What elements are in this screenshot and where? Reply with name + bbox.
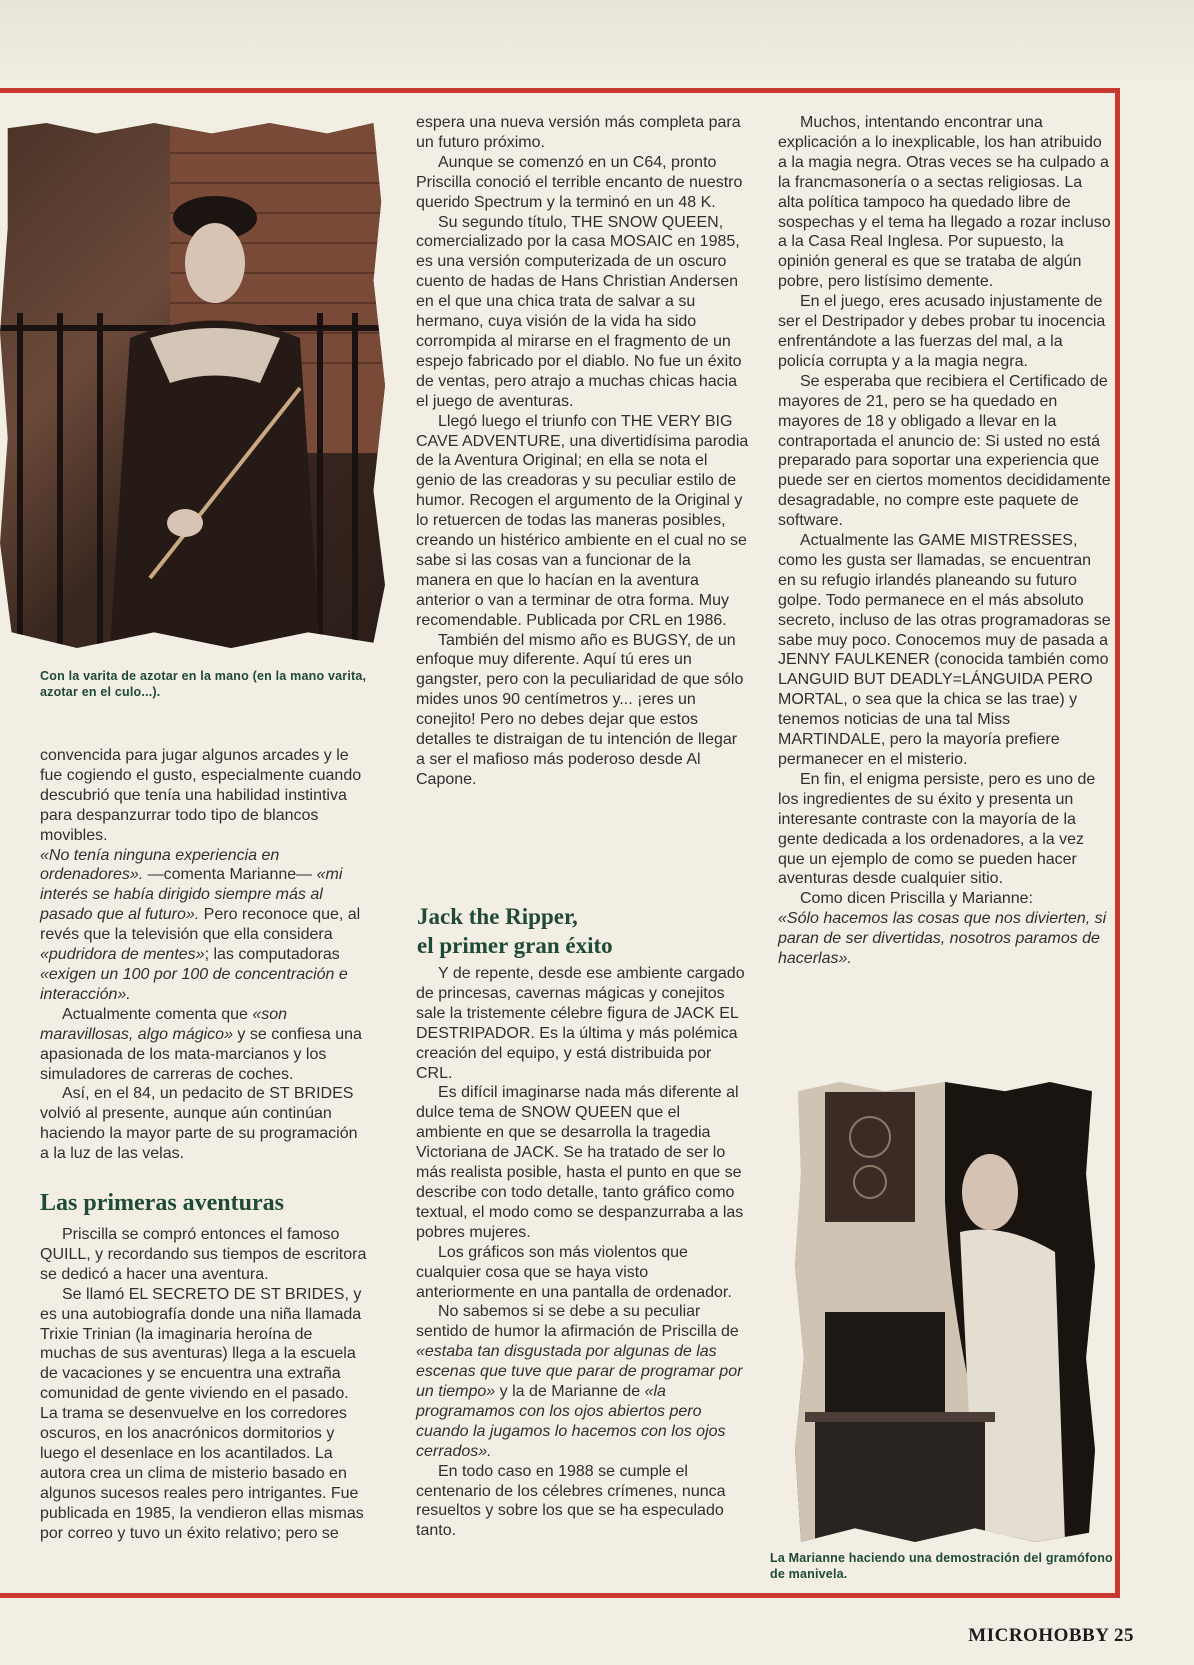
col1-paragraph: Priscilla se compró entonces el famoso QUILL, y recordando sus tiempos de escritora se dedicó a hacer una aventura. [40, 1226, 367, 1283]
col2-paragraph: Los gráficos son más violentos que cualquier cosa que se haya visto anteriormente en una pantalla de ordenador. [416, 1243, 732, 1301]
quote-text: «No tenía ninguna experiencia en ordenadores». [40, 846, 280, 884]
body-text: y se confiesa una apasionada de los mata-marcianos y los simuladores de carreras de coches. [40, 1025, 362, 1083]
col3-closing-quote [778, 909, 1111, 969]
body-text: —comenta Marianne— [143, 866, 317, 884]
photo2-caption: La Marianne haciendo una demostración del gramófono de manivela. [770, 1551, 1113, 1581]
col2-paragraph [416, 1302, 749, 1461]
col3-paragraph: Se esperaba que recibiera el Certificado de mayores de 21, pero se ha quedado en mayores de 18 y obligado a llevar en la contraportada el anuncio de: Si usted no está preparado para soportar una experiencia que puede ser en ciertos momentos decididamente desagradable, no compre este paquete de software. [778, 372, 1111, 530]
col1-paragraph-quote [40, 846, 370, 1005]
body-text: Actualmente comenta que [62, 1005, 253, 1023]
quote-text: «mi interés se había dirigido siempre más al pasado que al futuro». [40, 866, 343, 924]
column-3 [778, 113, 1111, 969]
col2-paragraph: En todo caso en 1988 se cumple el centenario de los célebres crímenes, nunca resueltos y sobre los que se ha especulado tanto. [416, 1462, 726, 1540]
col2-paragraph: Es difícil imaginarse nada más diferente al dulce tema de SNOW QUEEN que el ambiente en que se desarrolla la tragedia Victoriana de JACK. Se ha tratado de ser lo más realista posible, hasta el punto en que se describe con todo detalle, tanto gráfico como textual, el modo como se despanzurraba a las pobres mujeres. [416, 1084, 744, 1241]
subheading-line: Jack the Ripper, [417, 904, 578, 929]
col1-paragraph [40, 1005, 370, 1085]
col3-paragraph: En fin, el enigma persiste, pero es uno de los ingredientes de su éxito y presenta un interesante contraste con la mayoría de la gente dedicada a los ordenadores, a la vez que un ejemplo de como se pueden hacer aventuras desde cualquier sitio. [778, 770, 1096, 888]
quote-text: «pudridora de mentes» [40, 946, 205, 964]
quote-text: «exigen un 100 por 100 de concentración e interacción». [40, 965, 348, 1003]
column-1-continued [40, 1225, 370, 1544]
subheading-jack-the-ripper [417, 902, 737, 960]
col3-paragraph: Muchos, intentando encontrar una explicación a lo inexplicable, los han atribuido a la magia negra. Otras veces se ha culpado a la francmasonería o a sectas religiosas. La alta política tampoco ha quedado libre de sospechas y el tema ha llegado a rozar incluso a la Casa Real Inglesa. Por supuesto, la opinión general es que se trataba de algún pobre, pero listísimo demente. [778, 114, 1111, 291]
col2-paragraph: Aunque se comenzó en un C64, pronto Priscilla conoció el terrible encanto de nuestro querido Spectrum y la terminó en un 48 K. [416, 153, 743, 211]
photo1-caption: Con la varita de azotar en la mano (en la mano varita, azotar en el culo...). [40, 669, 367, 699]
body-text: No sabemos si se debe a su peculiar sentido de humor la afirmación de Priscilla de [416, 1303, 739, 1341]
quote-text: «estaba tan disgustada por algunas de las escenas que tuve que parar de programar por un tiempo» [416, 1343, 743, 1401]
subheading-primeras-aventuras: Las primeras aventuras [40, 1190, 284, 1216]
page-footer [968, 1625, 1134, 1647]
col2-paragraph: Su segundo título, THE SNOW QUEEN, comercializado por la casa MOSAIC en 1985, es una versión computerizada de un oscuro cuento de hadas de Hans Christian Andersen en el que una chica trata de salvar a su hermano, cuya visión de la vida ha sido corrompida al mirarse en el fragmento de un espejo fabricado por el diablo. No fue un éxito de ventas, pero atrajo a muchas chicas hacia el juego de aventuras. [416, 213, 742, 410]
photo-marianne-gramophone [795, 1082, 1095, 1542]
page-top-margin [0, 0, 1194, 86]
photo-priscilla-illustration [0, 123, 385, 648]
col3-paragraph: Como dicen Priscilla y Marianne: [800, 890, 1033, 908]
col3-paragraph: Actualmente las GAME MISTRESSES, como les gusta ser llamadas, se encuentran en su refugio irlandés planeando su futuro golpe. Todo permanece en el más absoluto secreto, incluso de las otras programadoras se sabe muy poco. Conocemos muy de pasada a JENNY FAULKENER (conocida también como LANGUID BUT DEADLY=LÁNGUIDA PERO MORTAL, o sea que la chica se las trae) y tenemos noticias de una tal Miss MARTINDALE, pero la mayoría prefiere permanecer en el misterio. [778, 532, 1111, 768]
page-number: 25 [1114, 1625, 1134, 1646]
photo-priscilla-with-cane [0, 123, 385, 648]
col1-paragraph: Así, en el 84, un pedacito de ST BRIDES volvió al presente, aunque aún continúan haciendo la mayor parte de su programación a la luz de las velas. [40, 1085, 358, 1163]
body-text: y la de Marianne de [495, 1383, 645, 1401]
subheading-line: el primer gran éxito [417, 933, 613, 958]
body-text: ; las computadoras [204, 946, 340, 964]
body-text: Pero reconoce que, al revés que la televisión que ella considera [40, 906, 361, 944]
photo-marianne-illustration [795, 1082, 1095, 1542]
quote-text: «son maravillosas, algo mágico» [40, 1005, 288, 1043]
col1-paragraph: convencida para jugar algunos arcades y le fue cogiendo el gusto, especialmente cuando descubrió que tenía una habilidad instintiva para despanzurrar todo tipo de blancos movibles. [40, 747, 362, 844]
magazine-name: MICROHOBBY [968, 1625, 1109, 1646]
quote-text: «Sólo hacemos las cosas que nos divierten, si paran de ser divertidas, nosotros paramos de hacerlas». [778, 910, 1107, 968]
column-2 [416, 113, 749, 790]
col2-paragraph: También del mismo año es BUGSY, de un enfoque muy diferente. Aquí tú eres un gangster, pero con la peculiaridad de que sólo mides unos 90 centímetros y... ¡eres un conejito! Pero no debes dejar que estos detalles te distraigan de tu intención de llegar a ser el mafioso más poderoso desde Al Capone. [416, 631, 744, 788]
column-2-continued [416, 964, 749, 1541]
col3-paragraph: En el juego, eres acusado injustamente de ser el Destripador y debes probar tu inocencia enfrentándote a las fuerzas del mal, a la policía corrupta y a la magia negra. [778, 293, 1106, 370]
quote-text: «la programamos con los ojos abiertos pero cuando la jugamos lo hacemos con los ojos cerrados». [416, 1383, 726, 1460]
column-1 [40, 746, 370, 1164]
col2-paragraph: Y de repente, desde ese ambiente cargado de princesas, cavernas mágicas y conejitos sale la tristemente célebre figura de JACK EL DESTRIPADOR. Es la última y más polémica creación del equipo, y está distribuida por CRL. [416, 965, 745, 1082]
col2-paragraph: espera una nueva versión más completa para un futuro próximo. [416, 114, 741, 151]
col1-paragraph: Se llamó EL SECRETO DE ST BRIDES, y es una autobiografía donde una niña llamada Trixie Trinian (la imaginaria heroína de muchas de sus aventuras) llega a la escuela de vacaciones y se encuentra una extraña comunidad de gente viviendo en el pasado. La trama se desenvuelve en los corredores oscuros, en los anacrónicos dormitorios y luego el desenlace en los acantilados. La autora crea un clima de misterio basado en algunos sucesos reales pero intrigantes. Fue publicada en 1985, la vendieron ellas mismas por correo y tuvo un éxito relativo; pero se [40, 1285, 364, 1542]
col2-paragraph: Llegó luego el triunfo con THE VERY BIG CAVE ADVENTURE, una divertidísima parodia de la Aventura Original; en ella se nota el genio de las creadoras y su peculiar estilo de humor. Recogen el argumento de la Original y lo retuercen de todas las maneras posibles, creando un histérico ambiente en el cual no se sabe si las cosas van a funcionar de la manera en que lo hacían en la aventura anterior o van a terminar de otra forma. Muy recomendable. Publicada por CRL en 1986. [416, 412, 749, 629]
